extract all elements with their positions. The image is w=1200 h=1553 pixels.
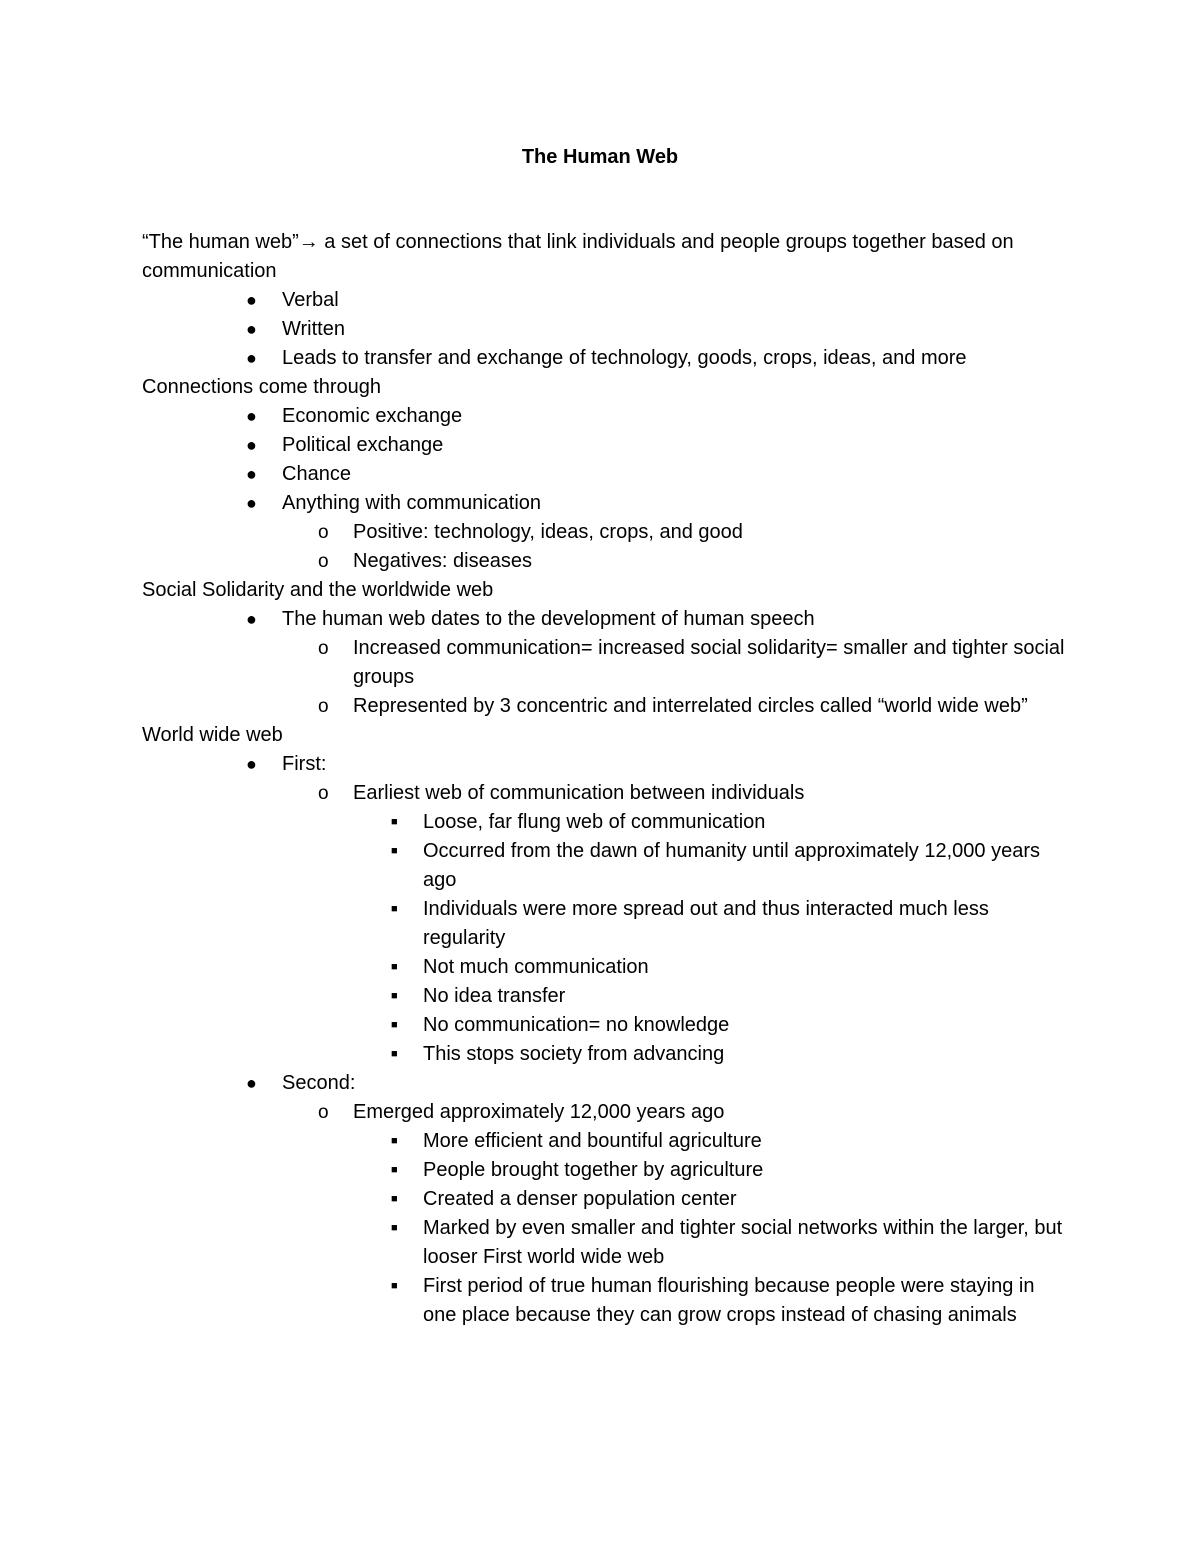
connections-list <box>142 402 1072 518</box>
list-item: ■ Created a denser population center <box>142 1185 1072 1214</box>
bullet-square-icon: ■ <box>391 1164 398 1176</box>
bullet-square-icon: ■ <box>391 1193 398 1205</box>
bullet-circle-icon: o <box>318 1102 329 1123</box>
bullet-circle-icon: o <box>318 783 329 804</box>
intro-list <box>142 286 1072 373</box>
list-item: ■ Marked by even smaller and tighter social networks within the larger, but looser First world wide web <box>142 1214 1072 1272</box>
solidarity-heading: Social Solidarity and the worldwide web <box>142 579 494 601</box>
connections-sublist <box>142 518 1072 576</box>
bullet-square-icon: ■ <box>391 1048 398 1060</box>
bullet-dot-icon: ● <box>246 464 257 484</box>
bullet-circle-icon: o <box>318 551 329 572</box>
www-first-list <box>142 750 1072 779</box>
www-heading: World wide web <box>142 724 283 746</box>
bullet-square-icon: ■ <box>391 1222 398 1234</box>
bullet-circle-icon: o <box>318 696 329 717</box>
list-item: ● Chance <box>142 460 1072 489</box>
list-item: ■ No communication= no knowledge <box>142 1011 1072 1040</box>
bullet-square-icon: ■ <box>391 845 398 857</box>
list-item: ● The human web dates to the development of human speech <box>142 605 1072 634</box>
bullet-dot-icon: ● <box>246 406 257 426</box>
solidarity-sublist <box>142 634 1072 721</box>
intro-paragraph: “The human web”→ a set of connections that link individuals and people groups together based on communication <box>142 231 1014 282</box>
bullet-dot-icon: ● <box>246 319 257 339</box>
bullet-dot-icon: ● <box>246 435 257 455</box>
bullet-dot-icon: ● <box>246 609 257 629</box>
bullet-dot-icon: ● <box>246 348 257 368</box>
list-item: o Positive: technology, ideas, crops, and good <box>142 518 1072 547</box>
document-body <box>142 228 1072 1330</box>
bullet-dot-icon: ● <box>246 1073 257 1093</box>
list-item: o Emerged approximately 12,000 years ago <box>142 1098 1072 1127</box>
list-item: o Earliest web of communication between individuals <box>142 779 1072 808</box>
www-first-sublist <box>142 779 1072 808</box>
list-item: ■ No idea transfer <box>142 982 1072 1011</box>
bullet-circle-icon: o <box>318 638 329 659</box>
www-first-points <box>142 808 1072 1069</box>
list-item: ■ People brought together by agriculture <box>142 1156 1072 1185</box>
bullet-square-icon: ■ <box>391 903 398 915</box>
www-second-points <box>142 1127 1072 1330</box>
bullet-square-icon: ■ <box>391 1135 398 1147</box>
list-item: ● Verbal <box>142 286 1072 315</box>
list-item: ■ First period of true human flourishing because people were staying in one place because they can grow crops instead of chasing animals <box>142 1272 1072 1330</box>
bullet-square-icon: ■ <box>391 1280 398 1292</box>
www-second-list <box>142 1069 1072 1098</box>
list-item: ■ Not much communication <box>142 953 1072 982</box>
bullet-circle-icon: o <box>318 522 329 543</box>
bullet-square-icon: ■ <box>391 816 398 828</box>
list-item: o Increased communication= increased social solidarity= smaller and tighter social groups <box>142 634 1072 692</box>
connections-heading: Connections come through <box>142 376 382 398</box>
list-item: ■ Occurred from the dawn of humanity until approximately 12,000 years ago <box>142 837 1072 895</box>
list-item: ● Leads to transfer and exchange of technology, goods, crops, ideas, and more <box>142 344 1072 373</box>
list-item: o Represented by 3 concentric and interrelated circles called “world wide web” <box>142 692 1072 721</box>
solidarity-list <box>142 605 1072 634</box>
bullet-dot-icon: ● <box>246 290 257 310</box>
bullet-square-icon: ■ <box>391 1019 398 1031</box>
list-item: ● Economic exchange <box>142 402 1072 431</box>
list-item: ● Written <box>142 315 1072 344</box>
list-item: ■ Loose, far flung web of communication <box>142 808 1072 837</box>
list-item: ■ Individuals were more spread out and thus interacted much less regularity <box>142 895 1072 953</box>
list-item: ■ More efficient and bountiful agriculture <box>142 1127 1072 1156</box>
list-item: ● Political exchange <box>142 431 1072 460</box>
www-second-sublist <box>142 1098 1072 1127</box>
list-item: ■ This stops society from advancing <box>142 1040 1072 1069</box>
document-title: The Human Web <box>521 146 679 168</box>
bullet-dot-icon: ● <box>246 754 257 774</box>
bullet-square-icon: ■ <box>391 961 398 973</box>
list-item: ● First: <box>142 750 1072 779</box>
bullet-square-icon: ■ <box>391 990 398 1002</box>
bullet-dot-icon: ● <box>246 493 257 513</box>
list-item: ● Anything with communication <box>142 489 1072 518</box>
list-item: ● Second: <box>142 1069 1072 1098</box>
list-item: o Negatives: diseases <box>142 547 1072 576</box>
